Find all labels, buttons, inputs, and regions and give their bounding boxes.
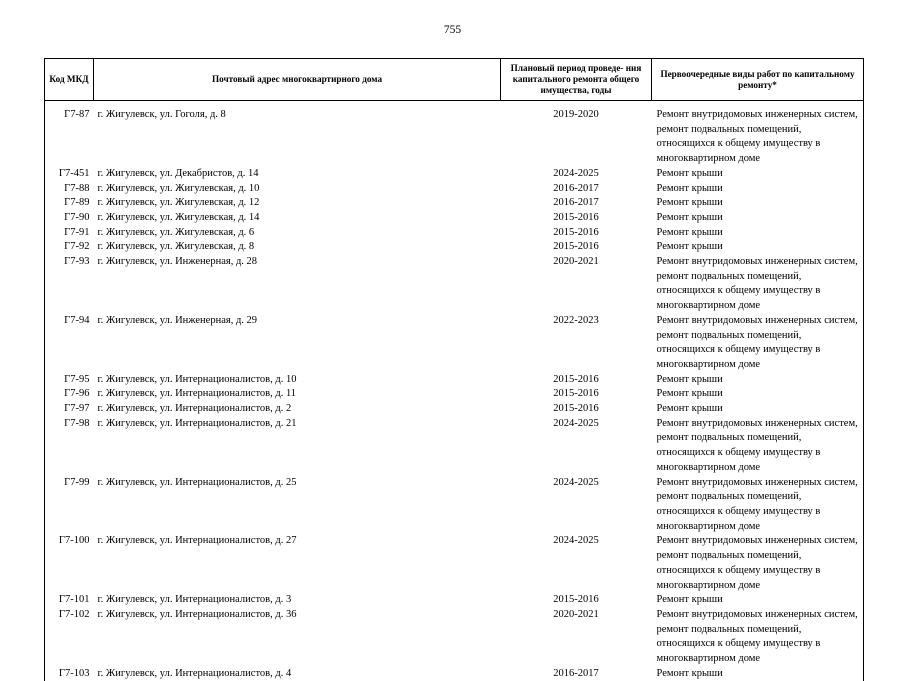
cell-address: г. Жигулевск, ул. Интернационалистов, д. 25 <box>94 476 501 535</box>
cell-works: Ремонт внутридомовых инженерных систем, ремонт подвальных помещений, относящихся к общему имуществу в многоквартирном доме <box>652 608 864 667</box>
cell-period: 2016-2017 <box>501 667 652 681</box>
cell-code: Г7-92 <box>45 240 94 255</box>
cell-period: 2016-2017 <box>501 182 652 197</box>
cell-address: г. Жигулевск, ул. Интернационалистов, д. 2 <box>94 402 501 417</box>
table-row <box>45 167 864 182</box>
table-row <box>45 196 864 211</box>
cell-code: Г7-451 <box>45 167 94 182</box>
cell-period: 2015-2016 <box>501 387 652 402</box>
cell-address: г. Жигулевск, ул. Интернационалистов, д. 4 <box>94 667 501 681</box>
cell-address: г. Жигулевск, ул. Интернационалистов, д. 11 <box>94 387 501 402</box>
cell-address: г. Жигулевск, ул. Жигулевская, д. 12 <box>94 196 501 211</box>
cell-code: Г7-102 <box>45 608 94 667</box>
cell-code: Г7-99 <box>45 476 94 535</box>
cell-code: Г7-89 <box>45 196 94 211</box>
cell-works: Ремонт крыши <box>652 182 864 197</box>
capital-repair-table <box>44 58 864 681</box>
header-code: Код МКД <box>45 59 94 101</box>
cell-period: 2024-2025 <box>501 417 652 476</box>
cell-works: Ремонт внутридомовых инженерных систем, ремонт подвальных помещений, относящихся к общему имуществу в многоквартирном доме <box>652 108 864 167</box>
cell-works: Ремонт крыши <box>652 211 864 226</box>
cell-works: Ремонт внутридомовых инженерных систем, ремонт подвальных помещений, относящихся к общему имуществу в многоквартирном доме <box>652 255 864 314</box>
cell-works: Ремонт крыши <box>652 667 864 681</box>
table-row <box>45 387 864 402</box>
table-row <box>45 240 864 255</box>
cell-code: Г7-103 <box>45 667 94 681</box>
table-row <box>45 226 864 241</box>
table-row <box>45 608 864 667</box>
cell-works: Ремонт внутридомовых инженерных систем, ремонт подвальных помещений, относящихся к общему имуществу в многоквартирном доме <box>652 476 864 535</box>
table-row <box>45 534 864 593</box>
table-row <box>45 402 864 417</box>
cell-code: Г7-96 <box>45 387 94 402</box>
cell-works: Ремонт крыши <box>652 226 864 241</box>
table-row <box>45 182 864 197</box>
cell-code: Г7-97 <box>45 402 94 417</box>
table-row <box>45 593 864 608</box>
cell-works: Ремонт внутридомовых инженерных систем, ремонт подвальных помещений, относящихся к общему имуществу в многоквартирном доме <box>652 314 864 373</box>
cell-period: 2015-2016 <box>501 226 652 241</box>
table-row <box>45 476 864 535</box>
page-number: 755 <box>0 24 905 36</box>
cell-period: 2024-2025 <box>501 476 652 535</box>
cell-works: Ремонт внутридомовых инженерных систем, ремонт подвальных помещений, относящихся к общему имуществу в многоквартирном доме <box>652 417 864 476</box>
table-row <box>45 667 864 681</box>
cell-works: Ремонт внутридомовых инженерных систем, ремонт подвальных помещений, относящихся к общему имуществу в многоквартирном доме <box>652 534 864 593</box>
table-header <box>45 59 864 101</box>
table-row <box>45 417 864 476</box>
cell-address: г. Жигулевск, ул. Жигулевская, д. 14 <box>94 211 501 226</box>
cell-code: Г7-98 <box>45 417 94 476</box>
header-period: Плановый период проведе- ния капитального ремонта общего имущества, годы <box>501 59 652 101</box>
cell-address: г. Жигулевск, ул. Интернационалистов, д. 21 <box>94 417 501 476</box>
cell-address: г. Жигулевск, ул. Интернационалистов, д. 36 <box>94 608 501 667</box>
table-row <box>45 255 864 314</box>
cell-address: г. Жигулевск, ул. Жигулевская, д. 6 <box>94 226 501 241</box>
cell-period: 2020-2021 <box>501 608 652 667</box>
cell-works: Ремонт крыши <box>652 240 864 255</box>
table-body <box>45 101 864 681</box>
cell-works: Ремонт крыши <box>652 387 864 402</box>
cell-code: Г7-95 <box>45 373 94 388</box>
cell-code: Г7-87 <box>45 108 94 167</box>
cell-works: Ремонт крыши <box>652 593 864 608</box>
cell-address: г. Жигулевск, ул. Жигулевская, д. 8 <box>94 240 501 255</box>
header-works: Первоочередные виды работ по капитальному ремонту* <box>652 59 864 101</box>
cell-code: Г7-91 <box>45 226 94 241</box>
table-row <box>45 373 864 388</box>
cell-address: г. Жигулевск, ул. Гоголя, д. 8 <box>94 108 501 167</box>
cell-address: г. Жигулевск, ул. Декабристов, д. 14 <box>94 167 501 182</box>
cell-period: 2019-2020 <box>501 108 652 167</box>
cell-address: г. Жигулевск, ул. Инженерная, д. 29 <box>94 314 501 373</box>
cell-code: Г7-94 <box>45 314 94 373</box>
cell-code: Г7-101 <box>45 593 94 608</box>
cell-period: 2015-2016 <box>501 373 652 388</box>
cell-period: 2016-2017 <box>501 196 652 211</box>
cell-period: 2022-2023 <box>501 314 652 373</box>
cell-period: 2015-2016 <box>501 593 652 608</box>
cell-code: Г7-90 <box>45 211 94 226</box>
cell-works: Ремонт крыши <box>652 196 864 211</box>
cell-works: Ремонт крыши <box>652 167 864 182</box>
cell-period: 2024-2025 <box>501 534 652 593</box>
cell-address: г. Жигулевск, ул. Жигулевская, д. 10 <box>94 182 501 197</box>
cell-code: Г7-88 <box>45 182 94 197</box>
cell-address: г. Жигулевск, ул. Интернационалистов, д. 27 <box>94 534 501 593</box>
cell-address: г. Жигулевск, ул. Инженерная, д. 28 <box>94 255 501 314</box>
cell-address: г. Жигулевск, ул. Интернационалистов, д. 3 <box>94 593 501 608</box>
table-row <box>45 314 864 373</box>
cell-code: Г7-93 <box>45 255 94 314</box>
cell-period: 2015-2016 <box>501 211 652 226</box>
cell-code: Г7-100 <box>45 534 94 593</box>
cell-address: г. Жигулевск, ул. Интернационалистов, д. 10 <box>94 373 501 388</box>
header-address: Почтовый адрес многоквартирного дома <box>94 59 501 101</box>
table-row <box>45 108 864 167</box>
cell-works: Ремонт крыши <box>652 402 864 417</box>
cell-works: Ремонт крыши <box>652 373 864 388</box>
cell-period: 2020-2021 <box>501 255 652 314</box>
cell-period: 2015-2016 <box>501 402 652 417</box>
cell-period: 2024-2025 <box>501 167 652 182</box>
table-row <box>45 211 864 226</box>
cell-period: 2015-2016 <box>501 240 652 255</box>
